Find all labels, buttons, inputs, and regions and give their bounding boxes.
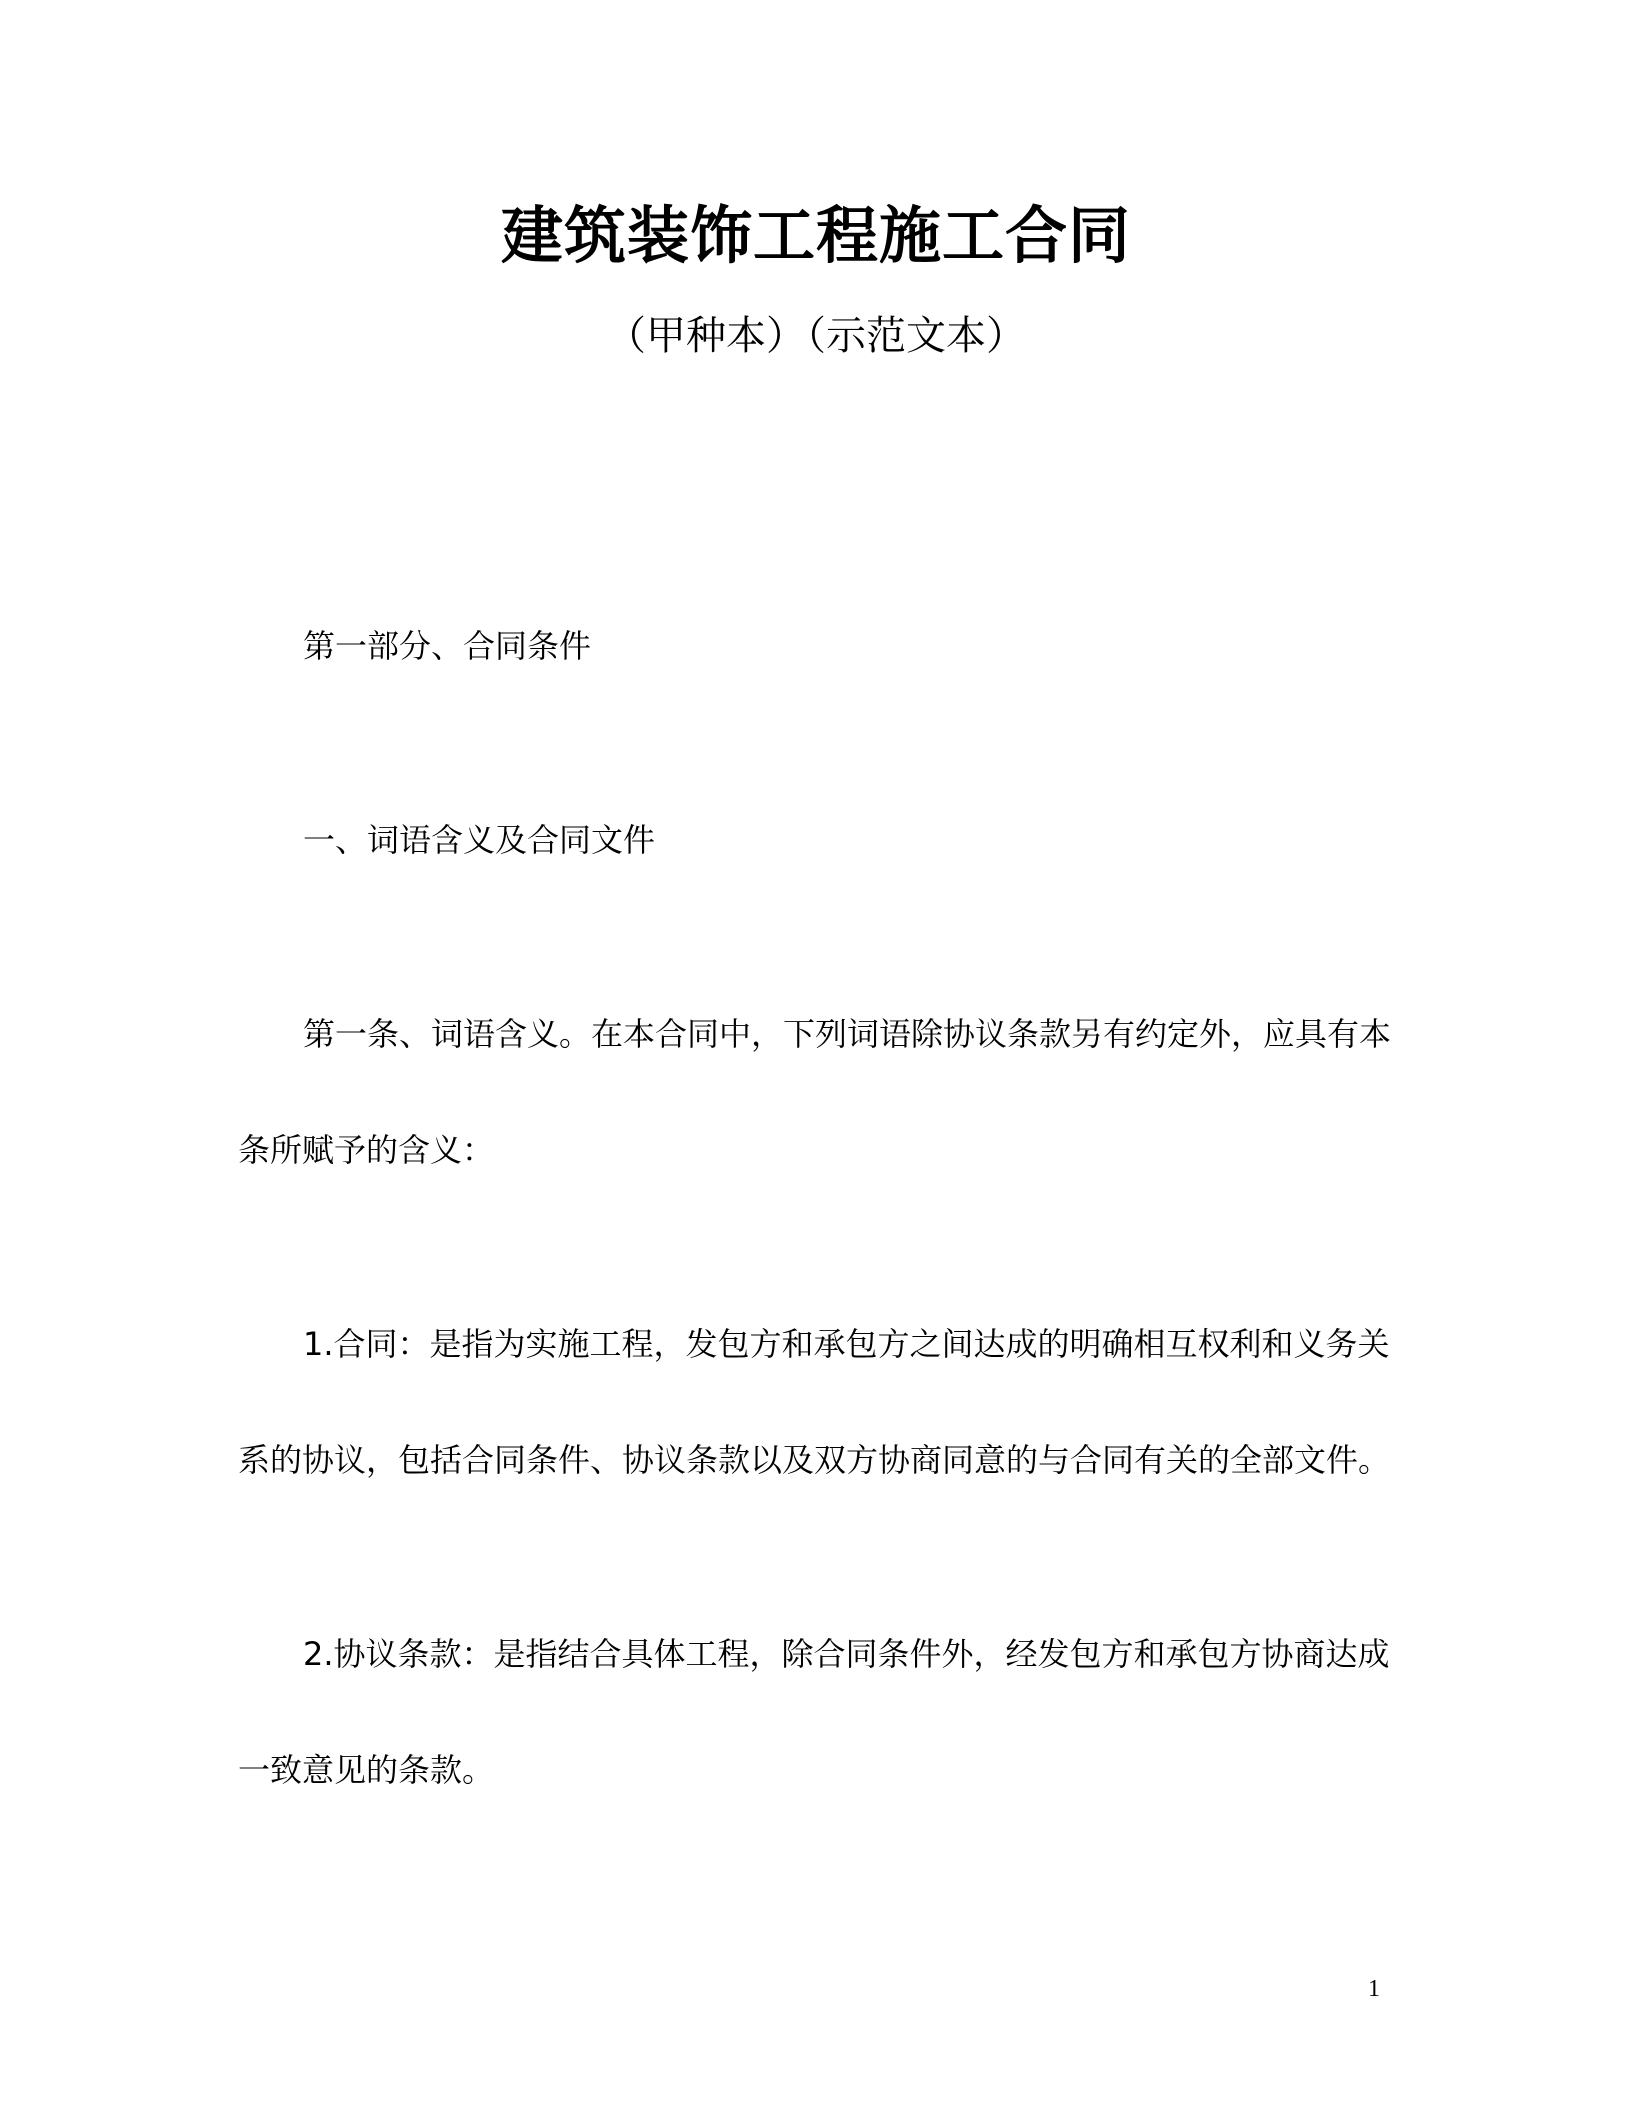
page-number: 1 bbox=[1368, 1976, 1380, 2002]
document-subtitle: （甲种本）（示范文本） bbox=[606, 313, 1026, 359]
item1-line1: 1.合同：是指为实施工程，发包方和承包方之间达成的明确相互权利和义务关 bbox=[303, 1325, 1390, 1363]
item2-line2: 一致意见的条款。 bbox=[238, 1751, 495, 1789]
article1-line1: 第一条、词语含义。在本合同中，下列词语除协议条款另有约定外，应具有本 bbox=[303, 1015, 1392, 1053]
part-heading: 第一部分、合同条件 bbox=[303, 627, 592, 665]
section-heading: 一、词语含义及合同文件 bbox=[303, 821, 656, 859]
article1-line2: 条所赋予的含义： bbox=[238, 1131, 495, 1169]
document-title: 建筑装饰工程施工合同 bbox=[500, 199, 1131, 272]
item1-line2: 系的协议，包括合同条件、协议条款以及双方协商同意的与合同有关的全部文件。 bbox=[238, 1441, 1391, 1479]
item2-line1: 2.协议条款：是指结合具体工程，除合同条件外，经发包方和承包方协商达成 bbox=[303, 1635, 1390, 1673]
